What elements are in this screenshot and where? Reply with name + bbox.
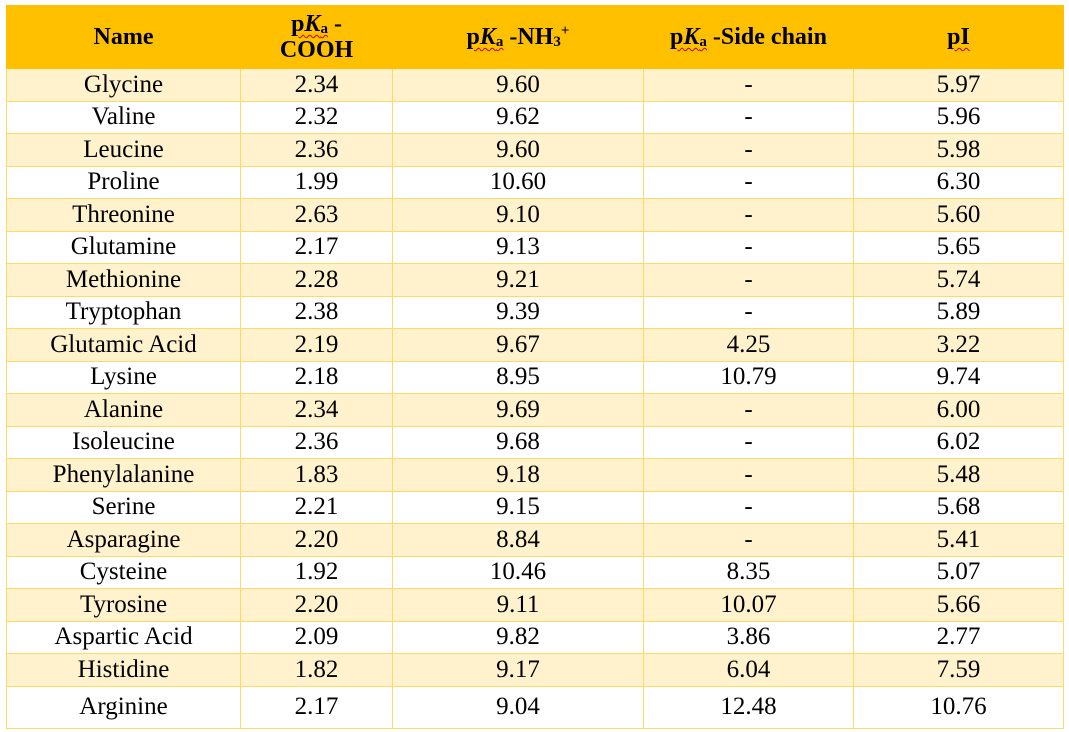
cell-pka-nh3: 9.69 (393, 394, 644, 427)
cell-name: Glycine (7, 69, 241, 102)
cell-pi: 5.48 (854, 459, 1064, 492)
cell-pka-cooh: 2.19 (241, 329, 393, 362)
cell-name: Threonine (7, 199, 241, 232)
cell-pi: 3.22 (854, 329, 1064, 362)
cell-pka-nh3: 8.84 (393, 524, 644, 557)
header-nh3-label: -NH (503, 24, 554, 50)
table-row (7, 426, 1064, 459)
cell-pi: 5.68 (854, 491, 1064, 524)
cell-pka-nh3: 9.21 (393, 264, 644, 297)
header-pka-cooh (241, 6, 393, 69)
cell-pka-cooh: 2.21 (241, 491, 393, 524)
table-row (7, 69, 1064, 102)
cell-pka-side-chain: 10.79 (644, 361, 854, 394)
table-row (7, 459, 1064, 492)
cell-pi: 7.59 (854, 654, 1064, 687)
amino-acid-pka-table (6, 5, 1064, 729)
cell-pi: 5.89 (854, 296, 1064, 329)
header-pka-nh3 (393, 6, 644, 69)
cell-pka-cooh: 2.20 (241, 524, 393, 557)
cell-pka-side-chain: 3.86 (644, 621, 854, 654)
cell-name: Tryptophan (7, 296, 241, 329)
table-row (7, 524, 1064, 557)
cell-pka-cooh: 2.20 (241, 589, 393, 622)
header-pka-side-chain (644, 6, 854, 69)
header-side-chain-label: -Side chain (706, 24, 827, 50)
cell-pka-side-chain: 6.04 (644, 654, 854, 687)
cell-pka-nh3: 9.13 (393, 231, 644, 264)
cell-pka-side-chain: - (644, 459, 854, 492)
cell-pka-cooh: 2.34 (241, 69, 393, 102)
cell-pka-side-chain: - (644, 69, 854, 102)
pka-p: p (670, 24, 684, 50)
cell-pi: 5.97 (854, 69, 1064, 102)
cell-pka-cooh: 2.34 (241, 394, 393, 427)
header-nh3-subscript: 3 (553, 34, 561, 50)
cell-pka-cooh: 2.32 (241, 101, 393, 134)
cell-pka-nh3: 9.62 (393, 101, 644, 134)
pka-p: p (466, 24, 480, 50)
cell-pka-side-chain: 10.07 (644, 589, 854, 622)
cell-pi: 5.60 (854, 199, 1064, 232)
table-row (7, 394, 1064, 427)
cell-pi: 5.41 (854, 524, 1064, 557)
cell-pi: 5.66 (854, 589, 1064, 622)
cell-pi: 6.30 (854, 166, 1064, 199)
table-row (7, 231, 1064, 264)
cell-pka-side-chain: 4.25 (644, 329, 854, 362)
pka-a: a (320, 21, 328, 37)
header-cooh-label: COOH (279, 37, 354, 63)
pka-k: K (683, 24, 700, 50)
cell-pka-nh3: 9.04 (393, 686, 644, 728)
table-row (7, 329, 1064, 362)
cell-pka-cooh: 2.17 (241, 686, 393, 728)
cell-name: Arginine (7, 686, 241, 728)
cell-pka-side-chain: - (644, 491, 854, 524)
cell-pka-nh3: 9.68 (393, 426, 644, 459)
cell-name: Alanine (7, 394, 241, 427)
cell-name: Proline (7, 166, 241, 199)
table-row (7, 134, 1064, 167)
header-name (7, 6, 241, 69)
cell-pka-nh3: 10.60 (393, 166, 644, 199)
cell-name: Leucine (7, 134, 241, 167)
cell-pi: 5.65 (854, 231, 1064, 264)
table-row (7, 361, 1064, 394)
cell-pka-side-chain: 8.35 (644, 556, 854, 589)
cell-pka-side-chain: - (644, 101, 854, 134)
cell-pka-side-chain: - (644, 426, 854, 459)
cell-pka-side-chain: - (644, 524, 854, 557)
cell-pka-cooh: 2.63 (241, 199, 393, 232)
cell-pka-cooh: 1.99 (241, 166, 393, 199)
cell-pi: 5.98 (854, 134, 1064, 167)
table-row (7, 621, 1064, 654)
pka-symbol (467, 24, 504, 50)
cell-name: Cysteine (7, 556, 241, 589)
cell-pka-nh3: 9.60 (393, 134, 644, 167)
table-row (7, 589, 1064, 622)
header-nh3-superscript: + (560, 23, 570, 39)
cell-name: Isoleucine (7, 426, 241, 459)
cell-pka-cooh: 2.09 (241, 621, 393, 654)
cell-pka-side-chain: - (644, 134, 854, 167)
cell-pka-nh3: 9.11 (393, 589, 644, 622)
table-body (7, 69, 1064, 729)
cell-pka-nh3: 9.60 (393, 69, 644, 102)
cell-pka-nh3: 8.95 (393, 361, 644, 394)
cell-pi: 6.02 (854, 426, 1064, 459)
cell-pka-cooh: 1.92 (241, 556, 393, 589)
cell-pi: 9.74 (854, 361, 1064, 394)
cell-pka-side-chain: - (644, 264, 854, 297)
cell-pi: 5.07 (854, 556, 1064, 589)
table-row (7, 654, 1064, 687)
table-row (7, 296, 1064, 329)
cell-pi: 5.96 (854, 101, 1064, 134)
cell-pka-side-chain: - (644, 166, 854, 199)
cell-pka-nh3: 10.46 (393, 556, 644, 589)
cell-name: Phenylalanine (7, 459, 241, 492)
header-pi-label: pI (947, 24, 970, 50)
cell-pi: 5.74 (854, 264, 1064, 297)
cell-pka-nh3: 9.67 (393, 329, 644, 362)
cell-name: Lysine (7, 361, 241, 394)
cell-name: Aspartic Acid (7, 621, 241, 654)
table-row (7, 264, 1064, 297)
cell-name: Asparagine (7, 524, 241, 557)
table-row (7, 491, 1064, 524)
cell-pi: 2.77 (854, 621, 1064, 654)
pka-symbol (670, 24, 707, 50)
cell-name: Glutamine (7, 231, 241, 264)
header-row (7, 6, 1064, 69)
pka-a: a (495, 34, 504, 50)
cell-pka-cooh: 2.36 (241, 426, 393, 459)
header-cooh-dash: - (327, 11, 342, 37)
pka-p: p (291, 11, 305, 37)
cell-pka-side-chain: - (644, 231, 854, 264)
table-header (7, 6, 1064, 69)
cell-name: Valine (7, 101, 241, 134)
pka-k: K (304, 11, 321, 37)
cell-pka-side-chain: 12.48 (644, 686, 854, 728)
cell-name: Glutamic Acid (7, 329, 241, 362)
cell-pka-nh3: 9.39 (393, 296, 644, 329)
cell-pka-cooh: 1.82 (241, 654, 393, 687)
table-row (7, 686, 1064, 728)
cell-pka-cooh: 2.18 (241, 361, 393, 394)
cell-pka-cooh: 2.17 (241, 231, 393, 264)
cell-name: Tyrosine (7, 589, 241, 622)
table-row (7, 166, 1064, 199)
table-row (7, 199, 1064, 232)
cell-pka-cooh: 2.28 (241, 264, 393, 297)
cell-pka-cooh: 2.36 (241, 134, 393, 167)
pka-k: K (479, 24, 496, 50)
header-name-label: Name (93, 24, 154, 50)
table-row (7, 556, 1064, 589)
cell-pka-side-chain: - (644, 296, 854, 329)
cell-pka-cooh: 1.83 (241, 459, 393, 492)
cell-name: Serine (7, 491, 241, 524)
cell-name: Methionine (7, 264, 241, 297)
cell-pka-nh3: 9.10 (393, 199, 644, 232)
cell-pka-nh3: 9.82 (393, 621, 644, 654)
pka-symbol (291, 11, 328, 37)
cell-name: Histidine (7, 654, 241, 687)
cell-pka-side-chain: - (644, 199, 854, 232)
pka-a: a (699, 34, 707, 50)
table-row (7, 101, 1064, 134)
header-pi (854, 6, 1064, 69)
cell-pka-nh3: 9.17 (393, 654, 644, 687)
cell-pka-nh3: 9.15 (393, 491, 644, 524)
cell-pka-nh3: 9.18 (393, 459, 644, 492)
cell-pka-side-chain: - (644, 394, 854, 427)
cell-pi: 6.00 (854, 394, 1064, 427)
cell-pi: 10.76 (854, 686, 1064, 728)
cell-pka-cooh: 2.38 (241, 296, 393, 329)
